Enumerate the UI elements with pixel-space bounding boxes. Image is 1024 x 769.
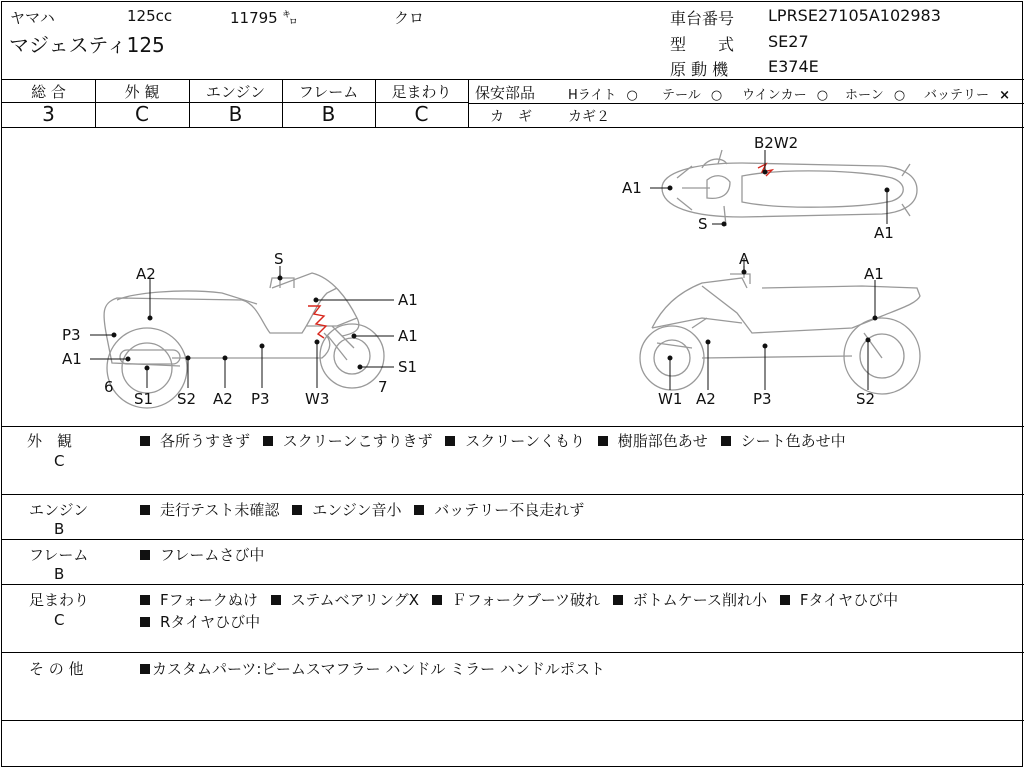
remark-engine-label: エンジン: [29, 501, 89, 519]
remark-exterior-label: 外 観: [27, 432, 73, 450]
remark-suspension-grade: C: [54, 611, 65, 629]
model-code: SE27: [768, 32, 809, 51]
remark-frame-line: フレームさび中: [138, 544, 264, 565]
label-left-s1-right: S1: [398, 358, 418, 376]
safety-label: 保安部品: [475, 84, 536, 102]
engine-code: E374E: [768, 57, 819, 76]
grade-total-value: 3: [42, 102, 55, 126]
label-left-p3: P3: [251, 390, 270, 408]
remark-engine-line: 走行テスト未確認 エンジン音小 バッテリー不良走れず: [138, 499, 584, 520]
label-left-a1-front: A1: [62, 350, 82, 368]
remark-frame-grade: B: [54, 565, 65, 583]
damage-diagram: [2, 128, 1024, 426]
left-view-scooter: [104, 273, 384, 408]
label-right-p3: P3: [753, 390, 772, 408]
grade-suspension-label: 足まわり: [391, 83, 452, 101]
safety-headlight: Hライト ○: [568, 88, 638, 103]
remark-frame-label: フレーム: [29, 546, 89, 564]
frame-no: LPRSE27105A102983: [768, 6, 941, 25]
grade-frame-label: フレーム: [298, 83, 359, 101]
maker: ヤマハ: [10, 9, 55, 27]
label-top-a1-right: A1: [874, 224, 894, 242]
label-b2w2: B2W2: [754, 134, 799, 152]
grade-total-label: 総 合: [31, 83, 66, 101]
frame-no-label: 車台番号: [670, 9, 735, 28]
remark-other-label: そ の 他: [29, 660, 84, 678]
mileage: 11795 ㌔: [230, 9, 298, 27]
label-left-a2-top: A2: [136, 265, 156, 283]
label-left-w3: W3: [305, 390, 330, 408]
label-left-num7: 7: [378, 378, 388, 396]
label-top-s: S: [698, 215, 708, 233]
remark-other-line: カスタムパーツ:ビームスマフラー ハンドル ミラー ハンドルポスト: [138, 658, 605, 679]
label-left-s2: S2: [177, 390, 197, 408]
label-left-a1-cowl: A1: [398, 291, 418, 309]
remark-suspension-label: 足まわり: [29, 591, 90, 609]
grade-engine-label: エンジン: [205, 83, 266, 101]
label-left-s1: S1: [134, 390, 154, 408]
engine-label: 原 動 機: [670, 60, 729, 79]
damage-mark-left: [308, 306, 326, 338]
label-right-a: A: [739, 250, 750, 268]
safety-horn: ホーン ○: [845, 88, 906, 103]
label-top-a1-left: A1: [622, 179, 642, 197]
safety-battery: バッテリー ×: [924, 88, 1011, 103]
label-left-p3-rear: P3: [62, 326, 81, 344]
label-left-a1-rear: A1: [398, 327, 418, 345]
remark-exterior-line: 各所うすきず スクリーンこすりきず スクリーンくもり 樹脂部色あせ シート色あせ中: [138, 430, 846, 451]
inspection-sheet: [1, 1, 1023, 767]
grade-exterior-label: 外 観: [124, 83, 160, 101]
label-right-s2: S2: [856, 390, 876, 408]
label-left-a2: A2: [213, 390, 233, 408]
displacement: 125cc: [127, 7, 173, 25]
safety-tail: テール ○: [662, 88, 723, 103]
remark-suspension-line-1: Fフォークぬけ ステムベアリングX Ｆフォークブーツ破れ ボトムケース削れ小 Fタイヤひび中: [138, 589, 898, 610]
remark-suspension-line-2: Rタイヤひび中: [138, 611, 260, 632]
label-left-s: S: [274, 250, 284, 268]
label-right-a2: A2: [696, 390, 716, 408]
grade-suspension-value: C: [414, 102, 429, 126]
label-right-a1: A1: [864, 265, 884, 283]
safety-winker: ウインカー ○: [742, 88, 829, 103]
label-left-num6: 6: [104, 378, 114, 396]
key-label: カ ギ: [490, 109, 532, 125]
model-name: マジェスティ125: [9, 33, 165, 57]
grade-exterior-value: C: [135, 102, 149, 126]
remark-exterior-grade: C: [54, 452, 65, 470]
color: クロ: [394, 9, 425, 27]
label-right-w1: W1: [658, 390, 683, 408]
key-value: カギ２: [568, 109, 610, 125]
grade-frame-value: B: [321, 102, 336, 126]
right-view-scooter: [640, 266, 920, 394]
remark-engine-grade: B: [54, 520, 65, 538]
grade-engine-value: B: [228, 102, 243, 126]
model-label: 型 式: [670, 35, 735, 54]
